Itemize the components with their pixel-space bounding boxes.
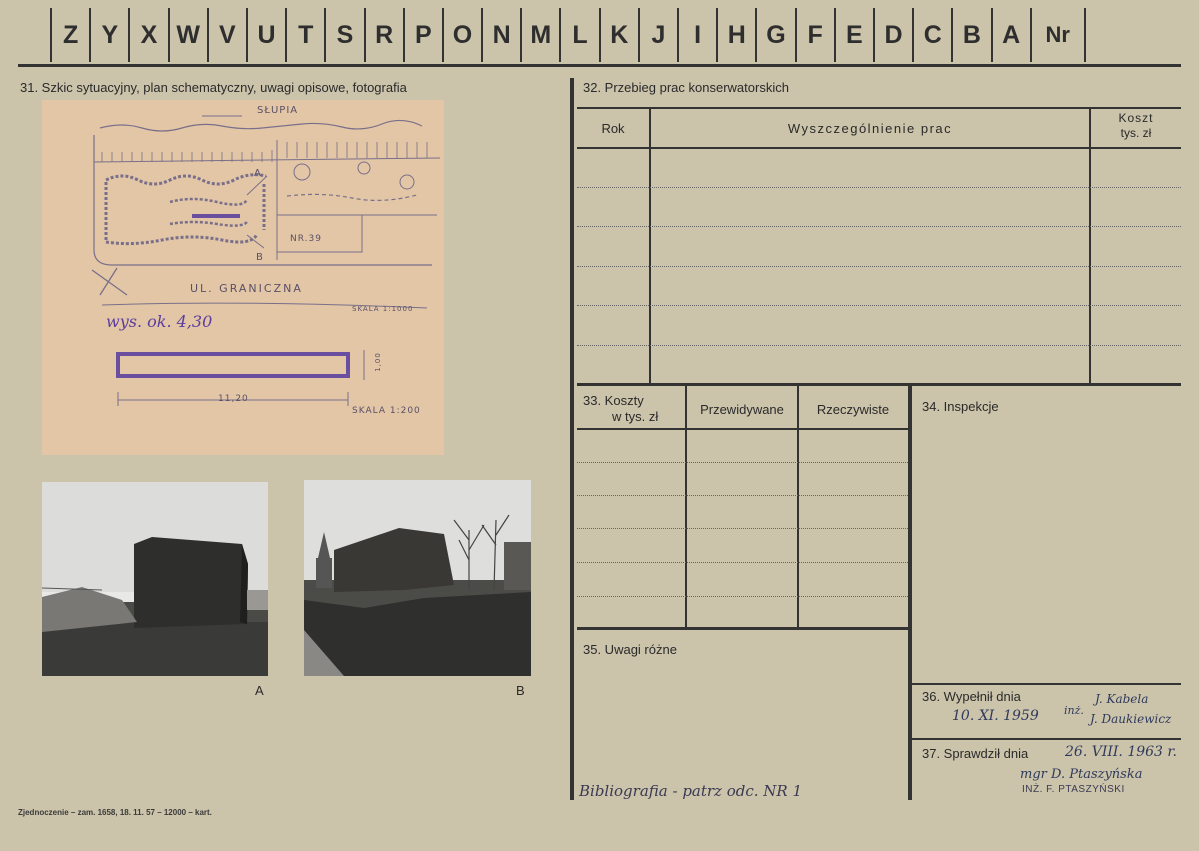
section-32-label: 32. Przebieg prac konserwatorskich xyxy=(583,80,789,95)
index-letter: Y xyxy=(89,8,128,62)
photo-b-caption: B xyxy=(516,683,525,698)
length-dimension: 11,20 xyxy=(218,394,249,404)
section-33-col-divider-2 xyxy=(797,386,799,628)
section-33-row-line xyxy=(577,495,908,496)
section-33-label-1: 33. Koszty xyxy=(583,393,644,408)
section-36-label: 36. Wypełnił dnia xyxy=(922,689,1021,704)
section-37-label: 37. Sprawdził dnia xyxy=(922,746,1029,761)
index-letter: B xyxy=(951,8,990,62)
section-32-row-line xyxy=(577,187,1181,188)
height-note: wys. ok. 4,30 xyxy=(106,312,213,331)
photo-b-image xyxy=(304,480,531,676)
section-32-bottom-rule xyxy=(577,383,1181,386)
section-36-name-1: J. Kabela xyxy=(1095,692,1149,706)
index-letter: X xyxy=(128,8,167,62)
col-year-header: Rok xyxy=(601,121,625,136)
street-top-label: SŁUPIA xyxy=(257,105,299,116)
section-37-name-2: INŻ. F. PTASZYŃSKI xyxy=(1022,784,1125,795)
col-desc-header: Wyszczególnienie prac xyxy=(787,121,953,136)
section-33-col-divider-1 xyxy=(685,386,687,628)
photo-a-image xyxy=(42,482,268,676)
index-letter: S xyxy=(324,8,363,62)
index-letter: V xyxy=(207,8,246,62)
index-letter: K xyxy=(599,8,638,62)
index-letter-row xyxy=(50,8,1086,62)
section-36-bottom-rule xyxy=(912,738,1181,740)
section-33-row-line xyxy=(577,462,908,463)
col-cost-header-2: tys. zł xyxy=(1120,126,1152,140)
index-letter: T xyxy=(285,8,324,62)
index-letter: D xyxy=(873,8,912,62)
section-37-name-1: mgr D. Ptaszyńska xyxy=(1020,767,1143,782)
section-33-row-line xyxy=(577,528,908,529)
section-36-prefix: inż. xyxy=(1064,704,1084,717)
section-33-bottom-rule xyxy=(577,627,908,630)
scale-detail-label: SKALA 1:200 xyxy=(352,406,421,416)
section-37-date: 26. VIII. 1963 r. xyxy=(1065,744,1177,760)
index-letter: O xyxy=(442,8,481,62)
photo-a-caption: A xyxy=(255,683,264,698)
index-letter: L xyxy=(559,8,598,62)
photo-b xyxy=(304,480,531,676)
section-32-col-divider-1 xyxy=(649,109,651,384)
section-33-header-rule xyxy=(577,428,908,430)
col-cost-header-1: Koszt xyxy=(1118,111,1154,125)
col-planned-header: Przewidywane xyxy=(700,402,784,417)
section-32-col-divider-2 xyxy=(1089,109,1091,384)
index-letter: N xyxy=(481,8,520,62)
index-letter: C xyxy=(912,8,951,62)
section-33-row-line xyxy=(577,562,908,563)
main-divider xyxy=(570,78,574,800)
index-letter: H xyxy=(716,8,755,62)
section-34-bottom-rule xyxy=(912,683,1181,685)
section-33-row-line xyxy=(577,596,908,597)
print-footer: Zjednoczenie – zam. 1658, 18. 11. 57 – 12000 – kart. xyxy=(18,808,212,817)
section-34-label: 34. Inspekcje xyxy=(922,399,999,414)
scale-plan-label: SKALA 1:1000 xyxy=(352,305,414,313)
section-32-row-line xyxy=(577,345,1181,346)
index-letter: F xyxy=(795,8,834,62)
index-letter: G xyxy=(755,8,794,62)
index-letter: I xyxy=(677,8,716,62)
photo-a xyxy=(42,482,268,676)
index-letter: Nr xyxy=(1030,8,1086,62)
top-rule xyxy=(18,64,1181,67)
section-36-name-2: J. Daukiewicz xyxy=(1090,712,1172,726)
street-bottom-label: UL. GRANICZNA xyxy=(190,282,303,295)
index-letter: U xyxy=(246,8,285,62)
site-sketch xyxy=(42,100,444,455)
index-letter: W xyxy=(168,8,207,62)
section-32-row-line xyxy=(577,226,1181,227)
index-letter: A xyxy=(991,8,1030,62)
index-letter: E xyxy=(834,8,873,62)
section-33-label-2: w tys. zł xyxy=(612,409,659,424)
marker-a-label: A xyxy=(254,168,262,179)
section-32-row-line xyxy=(577,305,1181,306)
marker-b-label: B xyxy=(256,252,264,263)
index-letter: J xyxy=(638,8,677,62)
index-letter: Z xyxy=(50,8,89,62)
width-dimension: 1,00 xyxy=(373,352,382,372)
bibliography-note: Bibliografia - patrz odc. NR 1 xyxy=(579,782,803,800)
index-letter: M xyxy=(520,8,559,62)
section-31-label: 31. Szkic sytuacyjny, plan schematyczny, uwagi opisowe, fotografia xyxy=(20,80,407,95)
col-actual-header: Rzeczywiste xyxy=(816,402,890,417)
plot-number-label: NR.39 xyxy=(290,234,322,244)
index-letter: R xyxy=(364,8,403,62)
section-35-label: 35. Uwagi różne xyxy=(583,642,677,657)
section-36-date: 10. XI. 1959 xyxy=(952,708,1039,724)
section-32-row-line xyxy=(577,266,1181,267)
index-letter: P xyxy=(403,8,442,62)
